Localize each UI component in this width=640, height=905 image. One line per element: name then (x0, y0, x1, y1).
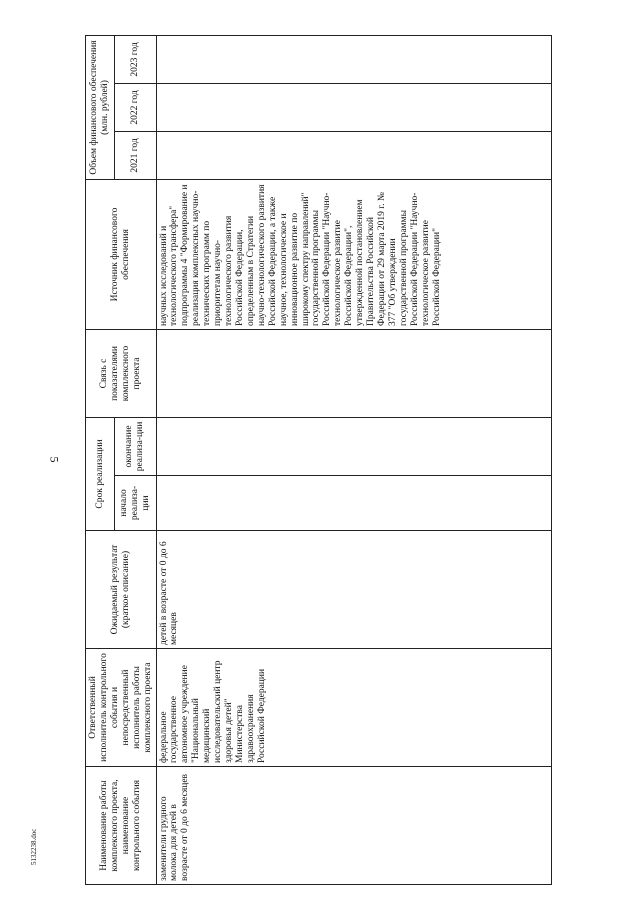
header-link: Связь с показателями комплексного проекта (86, 329, 157, 417)
project-table-container (85, 35, 555, 885)
table-row (156, 35, 551, 884)
header-name: Наименование работы комплексного проекта, наименование контрольного события (86, 767, 157, 885)
footer-doc-code: 5132238.doc (30, 828, 38, 865)
project-table (85, 35, 552, 885)
page-number: 5 (47, 456, 62, 463)
header-period: Срок реализации (86, 417, 115, 530)
header-result: Ожидаемый результат (краткое описание) (86, 531, 157, 649)
header-period-start: начало реализа-ции (115, 476, 156, 531)
header-responsible: Ответственный исполнитель контрольного события и непосредственный исполнитель работы комплексного проекта (86, 649, 157, 767)
cell-period-end (156, 417, 551, 475)
cell-responsible: федеральное государственное автономное учреждение "Национальный медицинский исследовательский центр здоровья детей" Министерства здравоохранения Российской Федерации (156, 649, 551, 767)
cell-2023 (156, 35, 551, 83)
header-period-end: окончание реализа-ции (115, 417, 156, 475)
header-funding: Объем финансового обеспечения (млн. рублей) (86, 35, 115, 179)
header-source: Источник финансового обеспечения (86, 179, 157, 329)
cell-period-start (156, 476, 551, 531)
header-year-2021: 2021 год (115, 131, 156, 179)
header-year-2022: 2022 год (115, 83, 156, 131)
cell-result: детей в возрасте от 0 до 6 месяцев (156, 531, 551, 649)
cell-link (156, 329, 551, 417)
cell-2021 (156, 131, 551, 179)
header-year-2023: 2023 год (115, 35, 156, 83)
cell-2022 (156, 83, 551, 131)
cell-source: научных исследований и технологического трансфера" подпрограммы 4 "Формирование и реализация комплексных научно-технических программ по приоритетам научно-технологического развития Российской Федерации, определенным в Стратегии научно-технологического развития Российской Федерации, а также научное, технологическое и инновационное развитие по широкому спектру направлений" государственной программы Российской Федерации "Научно-технологическое развитие Российской Федерации", утвержденной постановлением Правительства Российской Федерации от 29 марта 2019 г. № 377 "Об утверждении государственной программы Российской Федерации "Научно-технологическое развитие Российской Федерации" (156, 179, 551, 329)
cell-name: заменители грудного молока для детей в возрасте от 0 до 6 месяцев (156, 767, 551, 885)
